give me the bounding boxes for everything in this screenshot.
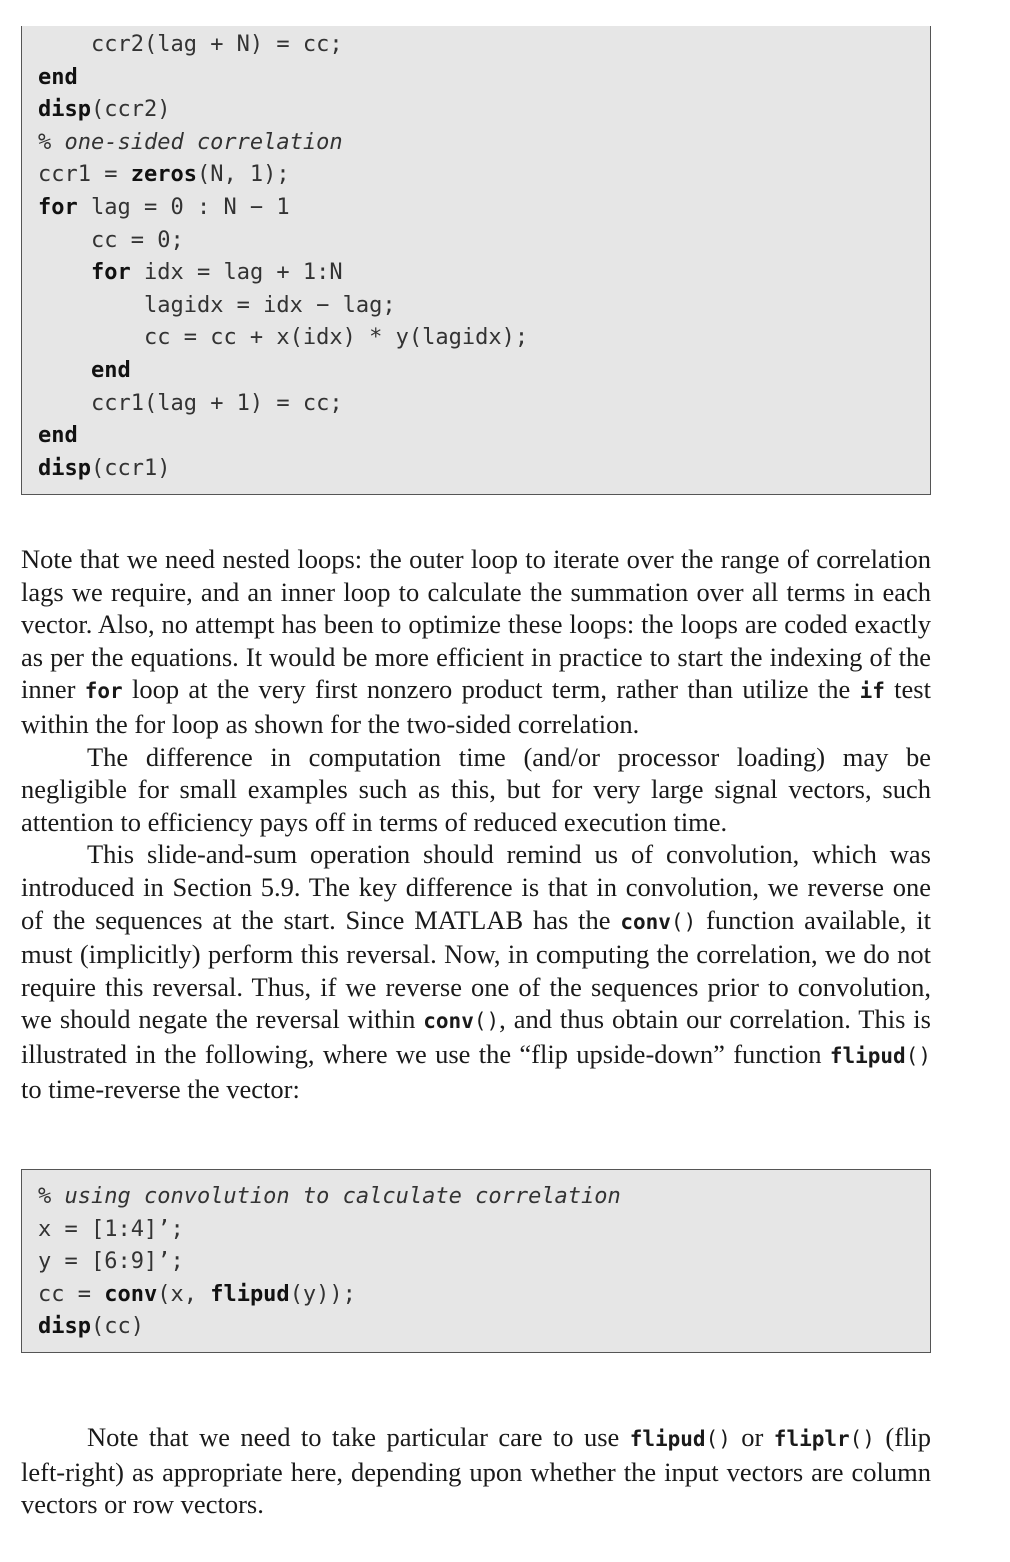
inline-code-if: if (859, 679, 885, 704)
code-text: idx = lag + 1:N (130, 260, 343, 286)
text: The difference in computation time (and/or processor loading) may be negligible for small examples such as this, but for very large signal vectors, such attention to efficiency pays off in terms of reduced execution time. (21, 741, 931, 837)
code-line (38, 65, 78, 91)
code-text: ccr1 = (38, 162, 131, 188)
code-indent (38, 358, 91, 383)
code-indent (38, 391, 91, 416)
code-text: (cc) (90, 1314, 144, 1340)
text: Note that we need to take particular care to use (87, 1422, 630, 1452)
code-indent (38, 260, 91, 285)
inline-code-flipud: flipud (629, 1427, 706, 1451)
text: to time-reverse the vector: (21, 1073, 300, 1104)
paragraph-nested-loops (21, 543, 931, 1105)
code-keyword: end (38, 423, 78, 449)
code-line (38, 325, 528, 351)
code-block-convolution (21, 1169, 931, 1353)
code-keyword: for (38, 195, 78, 220)
inline-code-fliplr: fliplr (773, 1427, 850, 1451)
code-line (38, 1217, 184, 1243)
code-keyword: disp (38, 455, 91, 481)
text: test within the for loop as shown for the two-sided correlation. (21, 674, 931, 739)
code-text: ccr1(lag + 1) = cc; (90, 390, 343, 416)
code-indent (38, 228, 91, 253)
code-keyword: zeros (130, 162, 197, 188)
paragraph-flip-care (21, 1421, 931, 1521)
code-text: ccr2(lag + N) = cc; (90, 32, 343, 57)
inline-code-parens: () (670, 909, 697, 934)
code-text: (ccr1) (90, 455, 171, 481)
code-line (38, 391, 343, 417)
code-text: cc = cc + x(idx) * y(lagidx); (143, 325, 529, 351)
paragraph-computation-time (21, 741, 931, 839)
inline-code-conv: conv (423, 1009, 474, 1034)
code-line (38, 1282, 356, 1308)
code-text: cc = (38, 1281, 105, 1307)
code-line (38, 423, 78, 449)
code-keyword: disp (38, 97, 91, 123)
code-text: cc = 0; (90, 227, 184, 253)
code-line (38, 293, 396, 319)
code-text: (ccr2) (90, 97, 171, 123)
code-text: y = [6:9]’; (38, 1249, 184, 1275)
code-line (38, 1184, 621, 1210)
code-indent (38, 293, 144, 318)
code-indent (38, 325, 144, 350)
code-comment: % one-sided correlation (38, 129, 343, 155)
code-comment: % using convolution to calculate correlation (38, 1184, 621, 1209)
text: , and thus obtain our correlation. This is illustrated in the following, where we use the “flip upside-down” function (21, 1004, 931, 1069)
code-indent (38, 32, 91, 57)
code-line (38, 162, 290, 188)
code-block-correlation-loop (21, 26, 931, 495)
text: Note that we need nested loops: the outer loop to iterate over the range of correlation lags we require, and an inner loop to calculate the summation over all terms in each vector. Also, no attempt has been to optimize these loops: the loops are coded exactly as per the equations. It would be more efficient in practice to start the indexing of the inner (21, 544, 931, 705)
inline-code-parens: () (849, 1427, 875, 1451)
code-line (38, 1249, 184, 1275)
inline-code-flipud: flipud (829, 1043, 906, 1068)
inline-code-parens: () (705, 1427, 731, 1451)
inline-code-parens: () (905, 1043, 931, 1068)
inline-code-conv: conv (620, 909, 671, 934)
code-keyword: end (90, 358, 131, 383)
code-line (38, 195, 290, 221)
code-keyword: end (38, 64, 78, 90)
text: or (730, 1422, 774, 1452)
code-keyword: disp (38, 1314, 91, 1340)
code-keyword: conv (104, 1281, 158, 1307)
text: (flip left-right) as appropriate here, depending upon whether the input vectors are column vectors or row vectors. (21, 1422, 931, 1520)
code-text: (x, (157, 1281, 211, 1307)
code-line (38, 97, 170, 123)
code-line (38, 130, 343, 156)
text: loop at the very first nonzero product term, rather than utilize the (122, 674, 860, 705)
code-line (38, 358, 131, 384)
code-text: lagidx = idx − lag; (143, 292, 396, 318)
code-keyword: flipud (210, 1281, 290, 1307)
code-text: x = [1:4]’; (38, 1216, 184, 1242)
code-line (38, 228, 184, 254)
inline-code-parens: () (473, 1009, 500, 1034)
code-text: (y)); (289, 1281, 356, 1307)
code-line (38, 456, 170, 482)
code-line (38, 32, 343, 58)
code-keyword: for (90, 260, 131, 286)
code-line (38, 260, 343, 286)
paragraph-convolution (21, 838, 931, 1105)
text: function available, it must (implicitly) perform this reversal. Now, in computing the correlation, we do not require this reversal. Thus, if we reverse one of the sequences prior to convolution, we should negate the reversal within (21, 904, 931, 1035)
code-text: (N, 1); (196, 162, 290, 188)
code-text: lag = 0 : N − 1 (77, 195, 290, 220)
code-line (38, 1314, 144, 1340)
text: This slide-and-sum operation should remind us of convolution, which was introduced in Section 5.9. The key difference is that in convolution, we reverse one of the sequences at the start. Since MATLAB has the (21, 839, 931, 935)
inline-code-for: for (84, 679, 123, 704)
